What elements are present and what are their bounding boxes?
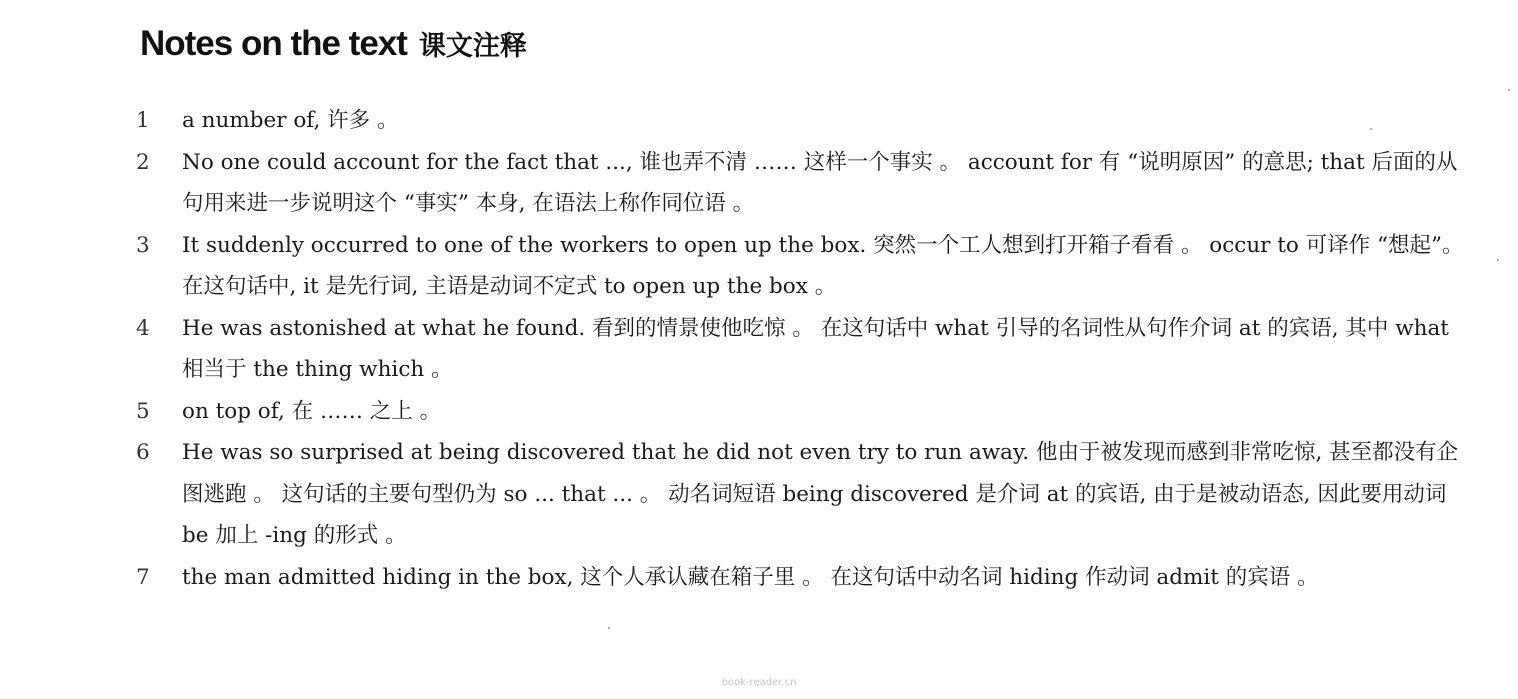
note-item-2 (136, 142, 1466, 225)
note-text: the man admitted hiding in the box, 这个人承认藏在箱子里 。 在这句话中动名词 hiding 作动词 admit 的宾语 。 (182, 564, 1319, 590)
note-number: 1 (136, 108, 150, 133)
note-number: 3 (136, 232, 150, 258)
note-number: 7 (136, 564, 150, 590)
page-title (140, 24, 527, 67)
note-number: 6 (136, 440, 150, 465)
note-text: He was astonished at what he found. 看到的情景使他吃惊 。 在这句话中 what 引导的名词性从句作介词 at 的宾语, 其中 what 相当于 the thing which 。 (182, 315, 1449, 382)
note-item-5 (136, 391, 1466, 433)
note-text: a number of, 许多 。 (182, 108, 399, 133)
note-text: No one could account for the fact that ..., 谁也弄不清 …… 这样一个事实 。 account for 有 “说明原因” 的意思; that 后面的从句用来进一步说明这个 “事实” 本身, 在语法上称作同位语 。 (182, 149, 1458, 216)
note-number: 5 (136, 398, 150, 424)
scan-speck (608, 627, 610, 629)
note-text: He was so surprised at being discovered that he did not even try to run away. 他由于被发现而感到非常吃惊, 甚至都没有企图逃跑 。 这句话的主要句型仍为 so ... that ... 。 动名词短语 being discovered 是介词 at 的宾语, 由于是被动语态, 因此要用动词 be 加上 -ing 的形式 。 (182, 440, 1459, 548)
title-english: Notes on the text (140, 24, 407, 63)
note-item-7 (136, 557, 1466, 599)
watermark: book-reader.cn (721, 677, 797, 688)
note-item-1 (136, 100, 1466, 142)
note-text: on top of, 在 …… 之上 。 (182, 398, 442, 424)
scan-speck (1497, 259, 1499, 261)
scan-speck (1508, 89, 1510, 91)
note-number: 2 (136, 149, 150, 175)
note-text: It suddenly occurred to one of the workers to open up the box. 突然一个工人想到打开箱子看看 。 occur to 可译作 “想起”。 在这句话中, it 是先行词, 主语是动词不定式 to open up the box 。 (182, 232, 1464, 299)
note-item-4 (136, 308, 1466, 391)
note-item-6 (136, 432, 1466, 557)
notes-list (136, 100, 1466, 598)
note-number: 4 (136, 315, 150, 341)
note-item-3 (136, 225, 1466, 308)
title-chinese: 课文注释 (418, 31, 527, 62)
scan-speck (1370, 128, 1372, 130)
